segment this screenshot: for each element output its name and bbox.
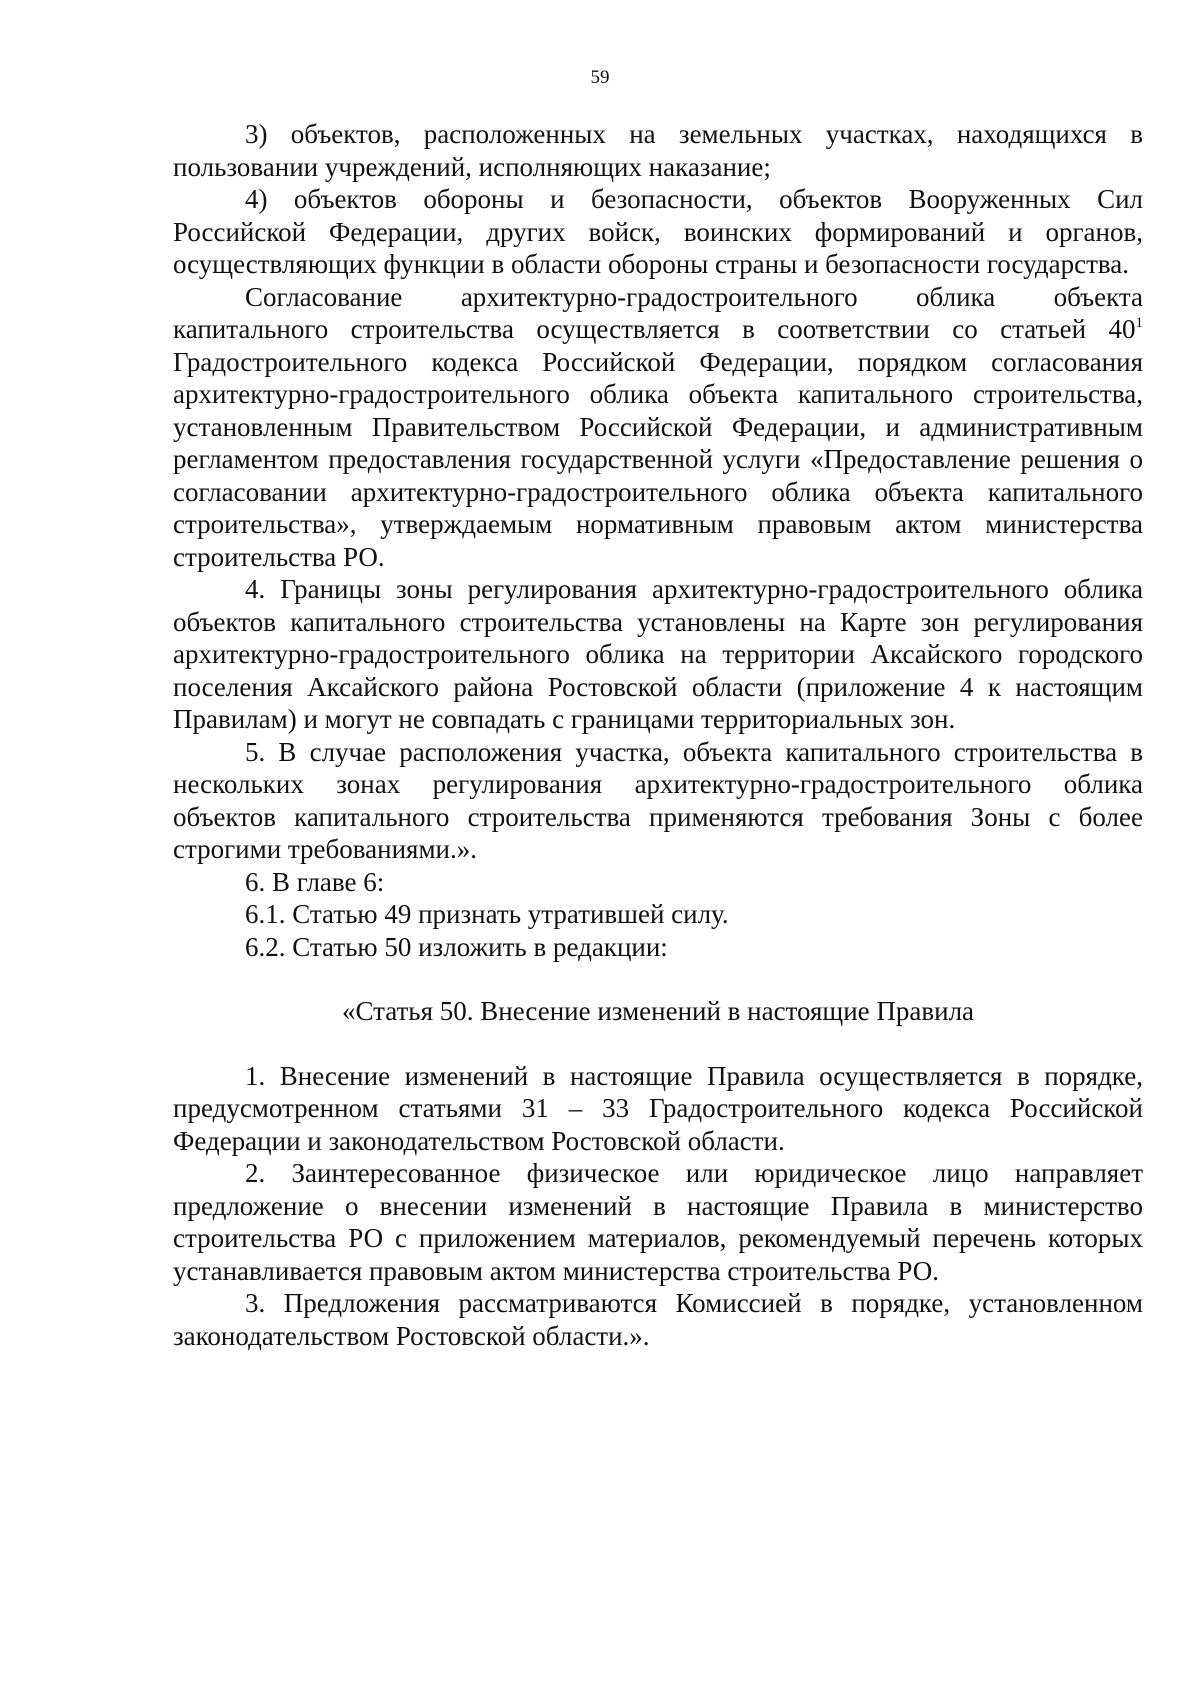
paragraph-6-2: 6.2. Статью 50 изложить в редакции: [245,931,668,962]
paragraph-6-1: 6.1. Статью 49 признать утратившей силу. [245,899,729,929]
paragraph-item-3: 3) объектов, расположенных на земельных участках, находящихся в пользовании учреждений, исполняющих наказание; [173,119,1143,182]
paragraph-approval-text-end: Градостроительного кодекса Российской Федерации, порядком согласования архитектурно-градостроительного облика объекта капитального строительства, установленным Правительством Российской Федерации, и административным регламентом предоставления государственной услуги «Предоставление решения о согласовании архитектурно-градостроительного облика объекта капитального строительства», утверждаемым нормативным правовым актом министерства строительства РО. [173,346,1143,572]
paragraph-6-chapter: 6. В главе 6: [245,866,385,897]
paragraph-item-4: 4) объектов обороны и безопасности, объектов Вооруженных Сил Российской Федерации, других войск, воинских формирований и органов, осуществляющих функции в области обороны страны и безопасности государства. [173,184,1143,279]
article-50-heading: «Статья 50. Внесение изменений в настоящие Правила [341,996,975,1026]
article-50-item-2: 2. Заинтересованное физическое или юридическое лицо направляет предложение о внесении изменений в настоящие Правила в министерство строительства РО с приложением материалов, рекомендуемый перечень которых устанавливается правовым актом министерства строительства РО. [173,1158,1143,1286]
document-body [173,118,1143,1352]
article-superscript: 1 [1135,315,1143,331]
paragraph-5-multiple-zones: 5. В случае расположения участка, объекта капитального строительства в нескольких зонах регулирования архитектурно-градостроительного облика объектов капитального строительства применяются требования Зоны с более строгими требованиями.». [173,736,1143,864]
article-50-item-1: 1. Внесение изменений в настоящие Правила осуществляется в порядке, предусмотренном статьями 31 – 33 Градостроительного кодекса Российской Федерации и законодательством Ростовской области. [173,1060,1143,1156]
paragraph-4-zone-boundaries: 4. Границы зоны регулирования архитектурно-градостроительного облика объектов капитального строительства установлены на Карте зон регулирования архитектурно-градостроительного облика на территории Аксайского городского поселения Аксайского района Ростовской области (приложение 4 к настоящим Правилам) и могут не совпадать с границами территориальных зон. [173,574,1143,734]
paragraph-approval-text-start: Согласование архитектурно-градостроительного облика объекта капитального строительства осуществляется в соответствии со статьей 40 [173,281,1143,344]
paragraph-approval [173,281,1143,574]
article-50-item-3: 3. Предложения рассматриваются Комиссией в порядке, установленном законодательством Ростовской области.». [173,1288,1143,1351]
page-number: 59 [590,67,610,88]
